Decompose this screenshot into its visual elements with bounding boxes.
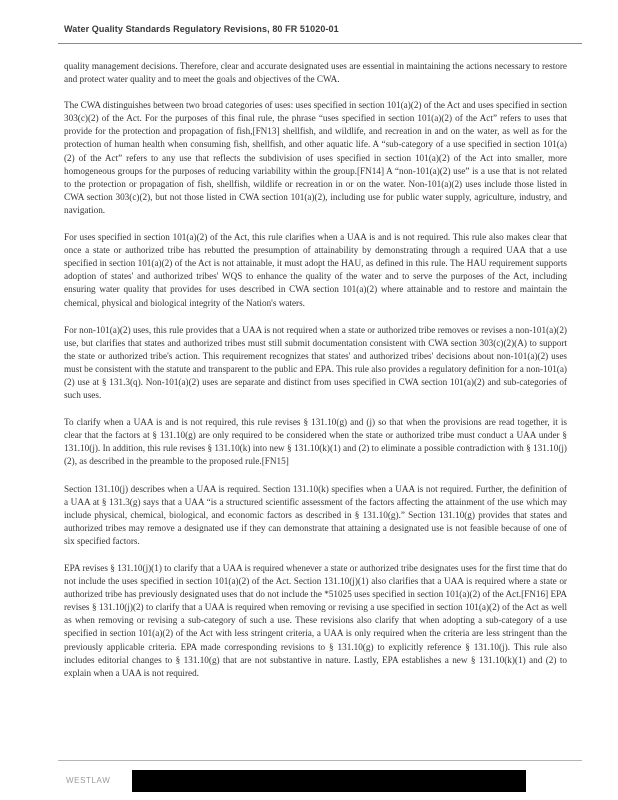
footer-divider [58, 760, 582, 761]
paragraph: Section 131.10(j) describes when a UAA is required. Section 131.10(k) specifies when a UAA is not required. Further, the definition of a UAA at § 131.3(g) says that a UAA “is a structured scientific assessment of the factors affecting the attainment of the use which may include physical, chemical, biological, and economic factors as described in § 131.10(g).” Section 131.10(g) provides that states and authorized tribes may remove a designated use if they can demonstrate that attaining a designated use is not feasible because of one of six specified factors. [64, 483, 567, 546]
paragraph: The CWA distinguishes between two broad categories of uses: uses specified in section 101(a)(2) of the Act and uses specified in section 303(c)(2) of the Act. For the purposes of this final rule, the phrase “uses specified in section 101(a)(2) of the Act” refers to uses that provide for the protection and propagation of fish,[FN13] shellfish, and wildlife, and recreation in and on the water, as well as for the protection of human health when consuming fish, shellfish, and other aquatic life. A “sub-category of a use specified in section 101(a)(2) of the Act” refers to any use that reflects the subdivision of uses specified in section 101(a)(2) of the Act into smaller, more homogeneous groups for the purposes of reducing variability within the group.[FN14] A “non-101(a)(2) use” is a use that is not related to the protection or propagation of fish, shellfish, wildlife or recreation in or on the water. Non-101(a)(2) uses include those listed in CWA section 303(c)(2), but not those listed in CWA section 101(a)(2), including use for public water supply, agriculture, industry, and navigation. [64, 100, 567, 215]
document-body [64, 60, 567, 694]
paragraph: For non-101(a)(2) uses, this rule provides that a UAA is not required when a state or authorized tribe removes or revises a non-101(a)(2) use, but clarifies that states and authorized tribes must still submit documentation consistent with CWA section 303(c)(2)(A) to support the state or authorized tribe's action. This requirement recognizes that states' and authorized tribes' decisions about non-101(a)(2) uses must be consistent with the statute and transparent to the public and EPA. This rule also provides a regulatory definition for a non-101(a)(2) use at § 131.3(q). Non-101(a)(2) uses are separate and distinct from uses specified in CWA section 101(a)(2) and sub-categories of such uses. [64, 324, 567, 401]
footer-brand: WESTLAW [66, 776, 111, 785]
running-header: Water Quality Standards Regulatory Revisions, 80 FR 51020-01 [64, 24, 339, 34]
header-divider [58, 43, 582, 44]
paragraph: To clarify when a UAA is and is not required, this rule revises § 131.10(g) and (j) so that when the provisions are read together, it is clear that the factors at § 131.10(g) are only required to be considered when the state or authorized tribe must conduct a UAA under § 131.10(j). In addition, this rule revises § 131.10(k) into new § 131.10(k)(1) and (2) to eliminate a possible contradiction with § 131.10(j)(2), as described in the preamble to the proposed rule.[FN15] [64, 417, 567, 467]
redaction-bar [132, 770, 526, 792]
paragraph: quality management decisions. Therefore, clear and accurate designated uses are essential in maintaining the actions necessary to restore and protect water quality and to meet the goals and objectives of the CWA. [64, 61, 567, 85]
paragraph: For uses specified in section 101(a)(2) of the Act, this rule clarifies when a UAA is and is not required. This rule also makes clear that once a state or authorized tribe has rebutted the presumption of attainability by demonstrating through a required UAA that a use specified in section 101(a)(2) of the Act is not attainable, it must adopt the HAU, as defined in this rule. The HAU requirement supports adoption of states' and authorized tribes' WQS to enhance the quality of the water and to serve the purposes of the Act, including ensuring water quality that provides for uses described in CWA section 101(a)(2) where attainable and to restore and maintain the chemical, physical and biological integrity of the Nation's waters. [64, 232, 567, 308]
paragraph: EPA revises § 131.10(j)(1) to clarify that a UAA is required whenever a state or authorized tribe designates uses for the first time that do not include the uses specified in section 101(a)(2) of the Act. Section 131.10(j)(1) also clarifies that a UAA is required where a state or authorized tribe has previously designated uses that do not include the *51025 uses specified in section 101(a)(2) of the Act.[FN16] EPA revises § 131.10(j)(2) to clarify that a UAA is required when removing or revising a use specified in section 101(a)(2) of the Act as well as when removing or revising a sub-category of such a use. These revisions also clarify that when adopting a sub-category of a use specified in section 101(a)(2) of the Act with less stringent criteria, a UAA is only required when the criteria are less stringent than the previously applicable criteria. EPA made corresponding revisions to § 131.10(g) to explicitly reference § 131.10(j). This rule also includes editorial changes to § 131.10(g) that are not substantive in nature. Lastly, EPA establishes a new § 131.10(k)(1) and (2) to explain when a UAA is not required. [64, 563, 567, 678]
